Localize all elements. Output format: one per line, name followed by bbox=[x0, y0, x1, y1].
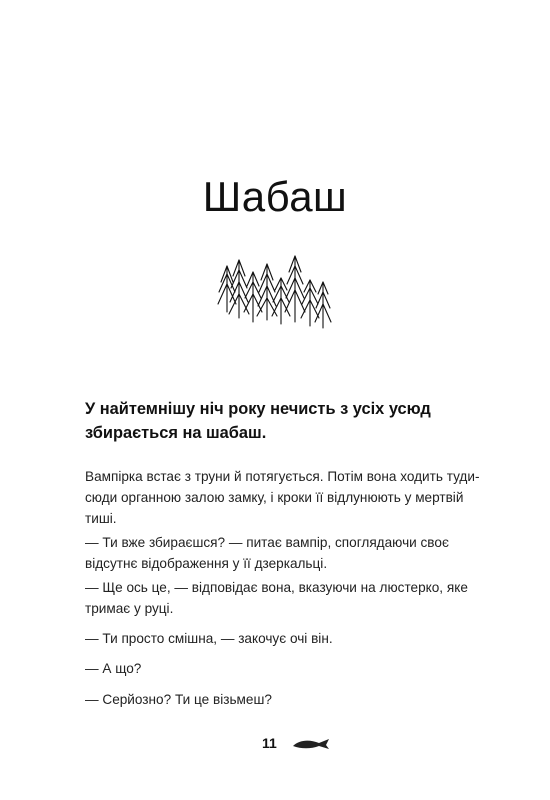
chapter-title: Шабаш bbox=[202, 173, 348, 221]
paragraph: — А що? bbox=[85, 661, 142, 676]
paragraph: — Ти просто смішна, — закочує очі він. bbox=[85, 631, 333, 646]
fish-icon bbox=[291, 737, 331, 751]
paragraph: Вампірка встає з труни й потягується. Потім вона ходить туди-сюди органною залою замку, і кроки її відлунюють у мертвій тиші. bbox=[85, 469, 480, 526]
forest-illustration bbox=[215, 252, 333, 330]
lead-paragraph: У найтемнішу ніч року нечисть з усіх усюд збирається на шабаш. bbox=[85, 400, 431, 442]
paragraph: — Ти вже збираєшся? — питає вампір, споглядаючи своє відсутнє відображення у її дзеркальці. bbox=[85, 535, 449, 571]
paragraph: — Серйозно? Ти це візьмеш? bbox=[85, 692, 272, 707]
page-footer bbox=[0, 733, 550, 757]
paragraph: — Ще ось це, — відповідає вона, вказуючи на люстерко, яке тримає у руці. bbox=[85, 580, 468, 616]
page-number: 11 bbox=[262, 735, 277, 751]
